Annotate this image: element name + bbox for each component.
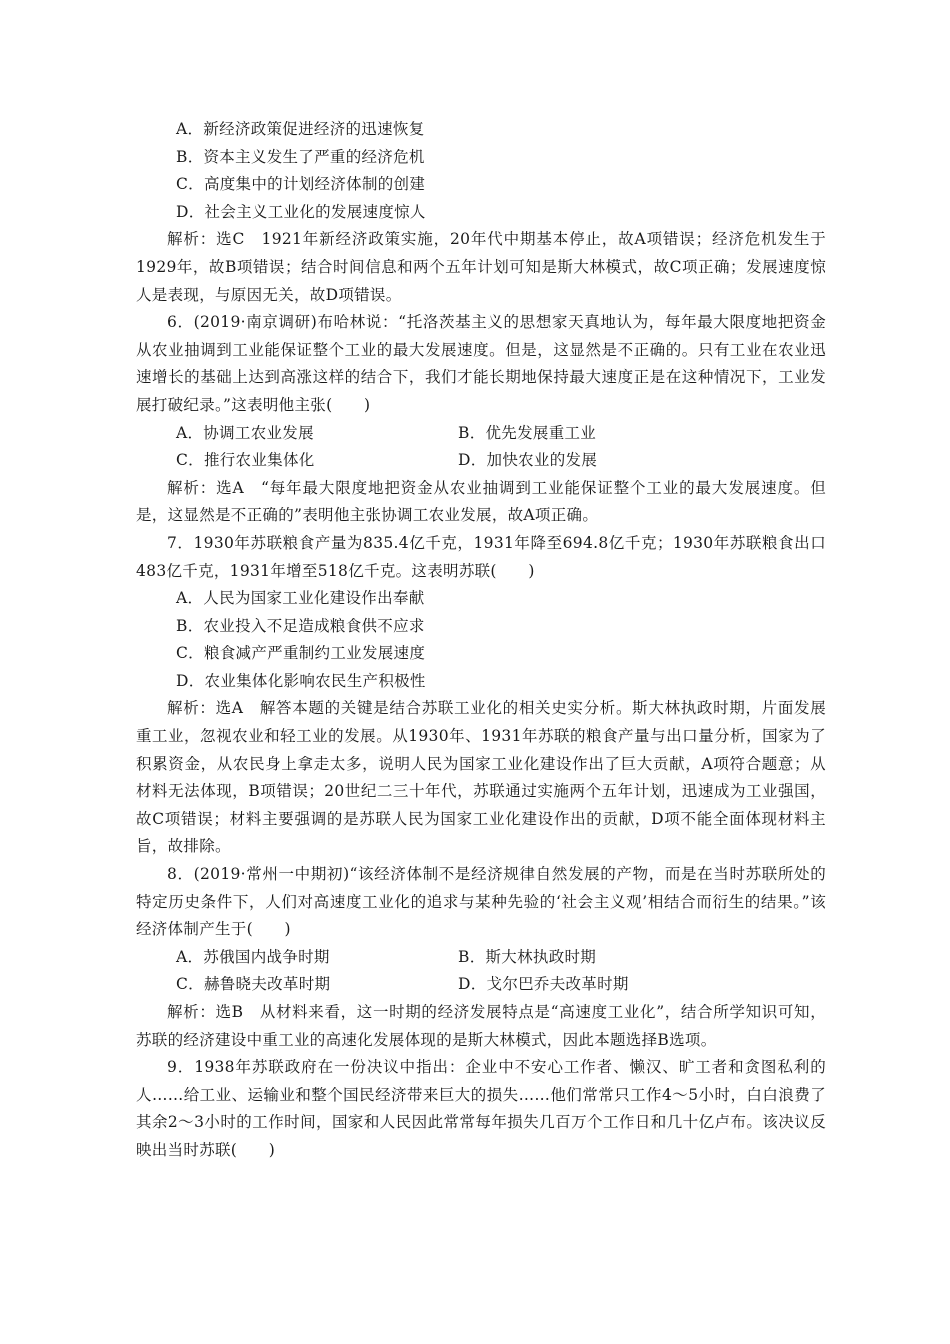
q6-option-c: C．推行农业集体化 — [176, 451, 315, 470]
q8-option-b: B．斯大林执政时期 — [458, 947, 597, 966]
q7-stem: 7．1930年苏联粮食产量为835.4亿千克，1931年降至694.8亿千克；1930年苏联粮食出口483亿千克，1931年增至518亿千克。这表明苏联( ) — [136, 533, 826, 580]
q5-analysis: 解析：选C 1921年新经济政策实施，20年代中期基本停止，故A项错误；经济危机发生于1929年，故B项错误；结合时间信息和两个五年计划可知是斯大林模式，故C项正确；发展速度惊人是表现，与原因无关，故D项错误。 — [136, 230, 826, 304]
q8-option-c: C．赫鲁晓夫改革时期 — [176, 975, 331, 994]
q8-analysis: 解析：选B 从材料来看，这一时期的经济发展特点是“高速度工业化”，结合所学知识可知，苏联的经济建设中重工业的高速化发展体现的是斯大林模式，因此本题选择B选项。 — [136, 1003, 826, 1049]
q8-options-row-1 — [136, 944, 826, 972]
q6-options-row-2 — [136, 447, 826, 475]
q7-analysis: 解析：选A 解答本题的关键是结合苏联工业化的相关史实分析。斯大林执政时期，片面发展重工业，忽视农业和轻工业的发展。从1930年、1931年苏联的粮食产量与出口量分析，国家为了积累资金，从农民身上拿走太多，说明人民为国家工业化建设作出了巨大贡献，A项符合题意；从材料无法体现，B项错误；20世纪二三十年代，苏联通过实施两个五年计划，迅速成为工业强国，故C项错误；材料主要强调的是苏联人民为国家工业化建设作出的贡献，D项不能全面体现材料主旨，故排除。 — [136, 699, 826, 856]
q8-option-d: D．戈尔巴乔夫改革时期 — [458, 975, 629, 994]
q6-option-b: B．优先发展重工业 — [458, 423, 597, 442]
q7-option-d: D．农业集体化影响农民生产积极性 — [176, 671, 426, 690]
q9-stem: 9．1938年苏联政府在一份决议中指出：企业中不安心工作者、懒汉、旷工者和贪图私利的人……给工业、运输业和整个国民经济带来巨大的损失……他们常常只工作4～5小时，白白浪费了其余2～3小时的工作时间，国家和人民因此常常每年损失几百万个工作日和几十亿卢布。该决议反映出当时苏联( ) — [136, 1058, 826, 1159]
q6-option-d: D．加快农业的发展 — [458, 451, 598, 470]
q5-option-c: C．高度集中的计划经济体制的创建 — [176, 175, 426, 194]
q6-option-a: A．协调工农业发展 — [176, 423, 314, 442]
q6-analysis: 解析：选A “每年最大限度地把资金从农业抽调到工业能保证整个工业的最大发展速度。但是，这显然是不正确的”表明他主张协调工农业发展，故A项正确。 — [136, 478, 826, 525]
q7-option-c: C．粮食减产严重制约工业发展速度 — [176, 644, 426, 663]
q8-stem: 8．(2019·常州一中期初)“该经济体制不是经济规律自然发展的产物，而是在当时苏联所处的特定历史条件下，人们对高速度工业化的追求与某种先验的‘社会主义观’相结合而衍生的结果。”该经济体制产生于( ) — [136, 865, 826, 939]
question-content — [136, 116, 826, 1165]
q7-option-b: B．农业投入不足造成粮食供不应求 — [176, 616, 425, 635]
q5-option-b: B．资本主义发生了严重的经济危机 — [176, 147, 425, 166]
q6-options-row-1 — [136, 420, 826, 448]
q5-option-d: D．社会主义工业化的发展速度惊人 — [176, 202, 426, 221]
q8-options-row-2 — [136, 971, 826, 999]
q8-option-a: A．苏俄国内战争时期 — [176, 947, 330, 966]
q5-option-a: A．新经济政策促进经济的迅速恢复 — [176, 120, 425, 138]
q7-option-a: A．人民为国家工业化建设作出奉献 — [176, 589, 425, 608]
q6-stem: 6．(2019·南京调研)布哈林说：“托洛茨基主义的思想家天真地认为，每年最大限度地把资金从农业抽调到工业能保证整个工业的最大发展速度。但是，这显然是不正确的。只有工业在农业迅速增长的基础上达到高涨这样的结合下，我们才能长期地保持最大速度正是在这种情况下，工业发展打破纪录。”这表明他主张( ) — [136, 313, 826, 414]
